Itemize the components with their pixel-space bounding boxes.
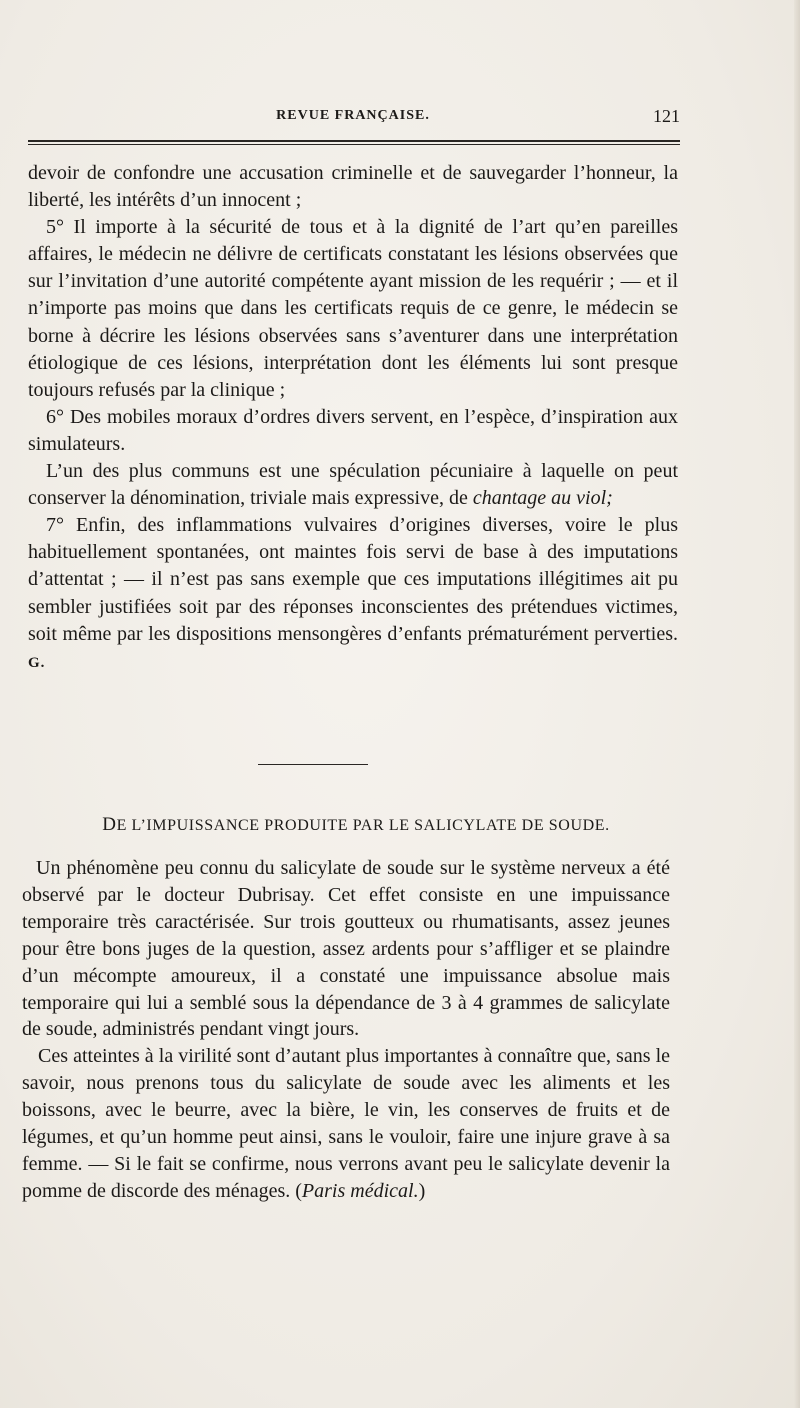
page-number: 121	[653, 106, 680, 126]
section-2-body	[22, 855, 670, 1205]
author-signature: G.	[28, 654, 46, 671]
header-rule-thin	[28, 144, 680, 145]
paragraph-chantage-text: L’un des plus communs est une spéculation pécuniaire à laquelle on peut conserver la dénomination, triviale mais expressive, de	[28, 460, 678, 510]
citation-close: )	[418, 1179, 426, 1202]
paragraph-virilite-text: Ces atteintes à la virilité sont d’autant plus importantes à connaître que, sans le savoir, nous prenons tous du salicylate de soude avec les aliments et les boissons, avec le beurre, avec la bière, le vin, les conserves de fruits et de légumes, et qu’un homme peut ainsi, sans le vouloir, faire une injure grave à sa femme. — Si le fait se confirme, nous verrons avant peu le salicylate devenir la pomme de discorde des ménages. (	[22, 1045, 670, 1202]
paragraph-point-5: 5° Il importe à la sécurité de tous et à la dignité de l’art qu’en pareilles affaires, le médecin ne délivre de certificats constatant les lésions observées que sur l’invitation d’une autorité compétente ayant mission de les requérir ; — et il n’importe pas moins que dans les certificats requis de ce genre, le médecin se borne à décrire les lésions observées sans s’aventurer dans une interprétation étiologique de ces lésions, interprétation dont les éléments lui sont presque toujours refusés par la clinique ;	[28, 216, 678, 401]
section-title-text: E L’IMPUISSANCE PRODUITE PAR LE SALICYLATE DE SOUDE.	[116, 817, 610, 834]
page-edge-shadow	[794, 0, 800, 1408]
paragraph-chantage	[28, 458, 678, 512]
citation-source: Paris médical.	[301, 1179, 419, 1202]
paragraph-point-6: 6° Des mobiles moraux d’ordres divers servent, en l’espèce, d’inspiration aux simulateurs.	[28, 405, 678, 455]
italic-chantage: chantage au viol;	[472, 487, 613, 510]
page-header	[26, 106, 680, 126]
section-separator	[258, 764, 368, 765]
paragraph-point-7	[28, 512, 678, 677]
section-1-body	[28, 160, 678, 677]
paragraph-continuation: devoir de confondre une accusation criminelle et de sauvegarder l’honneur, la liberté, les intérêts d’un innocent ;	[28, 162, 678, 212]
paragraph-dubrisay: Un phénomène peu connu du salicylate de soude sur le système nerveux a été observé par le docteur Dubrisay. Cet effet consiste en une impuissance temporaire très caractérisée. Sur trois goutteux ou rhumatisants, assez jeunes pour être bons juges de la question, assez ardents pour s’affliger et se plaindre d’un mécompte amoureux, il a constaté une impuissance absolue mais temporaire qui lui a semblé sous la dépendance de 3 à 4 grammes de salicylate de soude, administrés pendant vingt jours.	[22, 857, 670, 1041]
paragraph-virilite	[22, 1043, 670, 1204]
section-title	[86, 814, 626, 836]
section-title-initial: D	[102, 814, 117, 835]
header-rule-thick	[28, 140, 680, 142]
paragraph-point-7-text: 7° Enfin, des inflammations vulvaires d’origines diverses, voire le plus habituellement spontanées, ont maintes fois servi de base à des imputations d’attentat ; — il n’est pas sans exemple que ces imputations illégitimes ait pu sembler justifiées soit par des réponses inconscientes des prétendues victimes, soit même par les dispositions mensongères d’enfants prématurément perverties.	[28, 514, 678, 645]
running-title: REVUE FRANÇAISE.	[276, 108, 430, 123]
